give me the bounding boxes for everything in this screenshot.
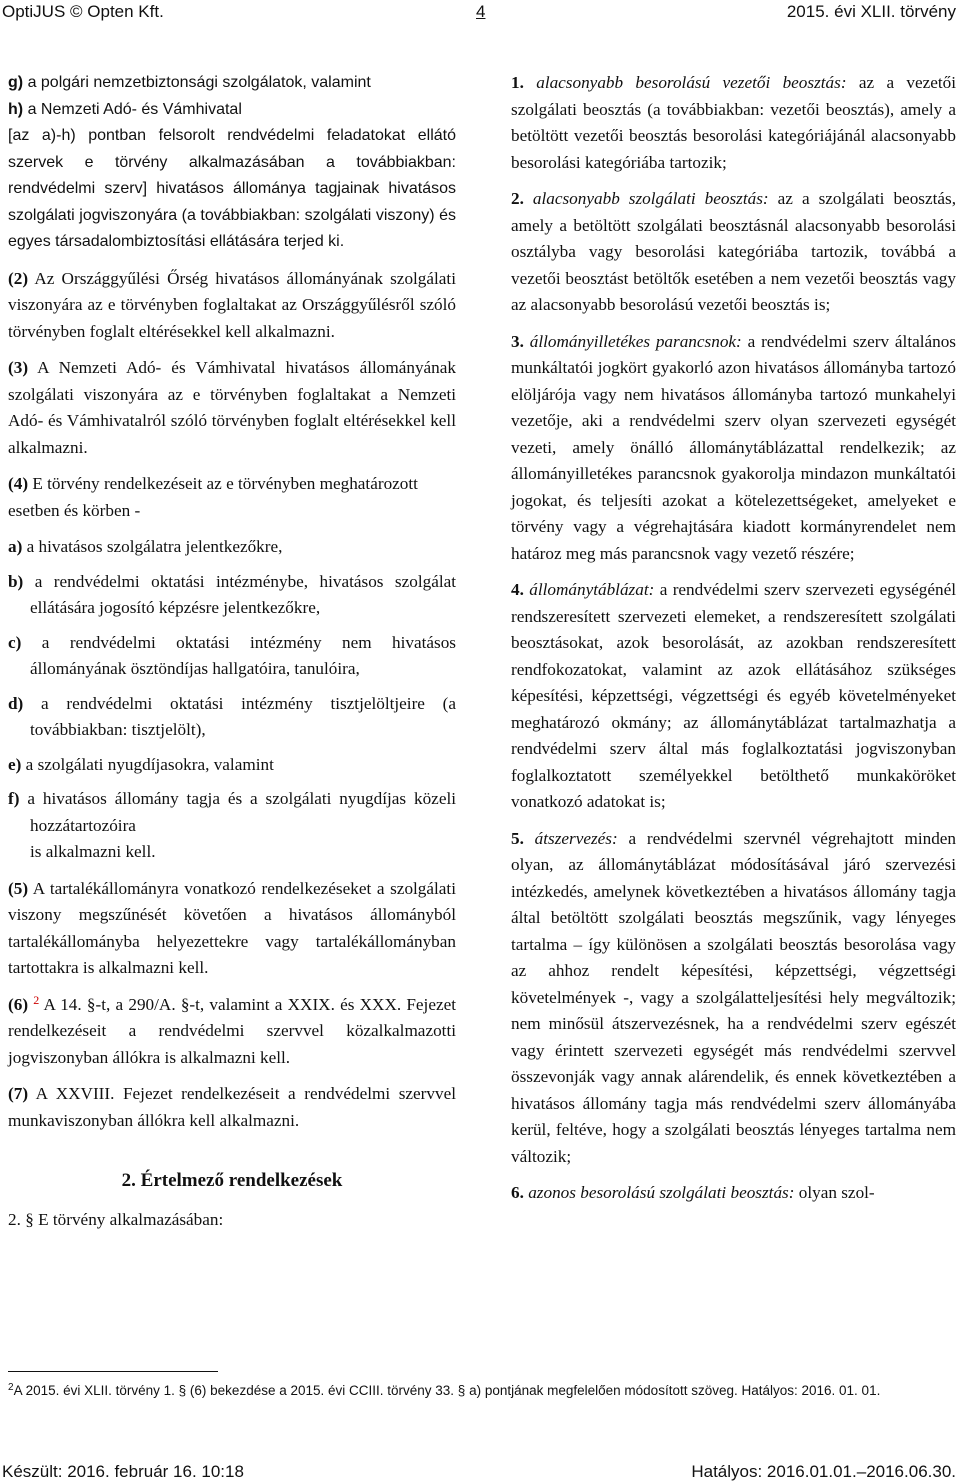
effective-period: Hatályos: 2016.01.01.–2016.06.30.	[691, 1462, 956, 1481]
page-number: 4	[476, 2, 486, 21]
law-title: 2015. évi XLII. törvény	[786, 2, 956, 21]
definition-4: 4. állománytáblázat: a rendvédelmi szerv szervezeti egységénél rendszeresített szervezeti elemeket, a rendszeresített szolgálati beosztásokat, azok besorolását, az azokban rendszeresített rendfokozatokat, valamint az azok ellátásához szükséges képesítési, képzettségi, végzettségi és egyéb követelményeket meghatározó okmány; az állománytáblázat tartalmazhatja a rendvédelmi szerv által más foglalkoztatási jogviszonyban foglalkoztatott személyekkel betölthető munkaköröket vonatkozó adatokat is;	[511, 580, 956, 811]
list-item-g: g) a polgári nemzetbiztonsági szolgálatok, valamint	[8, 74, 371, 91]
paragraph-5: (5) A tartalékállományra vonatkozó rendelkezéseket a szolgálati viszony megszűnését követően a hivatásos állományból tartalékállományba helyezettekre vagy tartalékállományban tartottakra is alkalmazni kell.	[8, 878, 456, 977]
list-item-e: e) a szolgálati nyugdíjasokra, valamint	[8, 754, 274, 774]
paragraph-3: (3) A Nemzeti Adó- és Vámhivatal hivatásos állományának szolgálati viszonyára az e törvényben foglaltakat a Nemzeti Adó- és Vámhivatalról szóló törvényben foglalt eltérésekkel kell alkalmazni.	[8, 358, 456, 457]
paragraph-2: (2) Az Országgyűlési Őrség hivatásos állományának szolgálati viszonyára az e törvényben foglaltakat az Országgyűlésről szóló törvényben foglalt eltérésekkel kell alkalmazni.	[8, 268, 456, 341]
paragraph-4: (4) E törvény rendelkezéseit az e törvényben meghatározott esetben és körben -	[8, 474, 418, 520]
definition-3: 3. állományilletékes parancsnok: a rendvédelmi szerv általános munkáltatói jogkört gyakorló azon hivatásos állományba tartozó elöljárója vagy nem hivatásos állományba tartozó munkahelyi vezetője, aki a rendvédelmi szerv olyan szervezeti egységét vezeti, amely önálló állománytáblázattal rendelkezik; az állományilletékes parancsnok gyakorolja mindazon munkáltatói jogokat, és teljesíti azokat a kötelezettségeket, amelyeket e törvény vagy a végrehajtására kiadott kormányrendelet nem határoz meg más parancsnok vagy vezető részére;	[511, 331, 957, 563]
definition-6: 6. azonos besorolású szolgálati beosztás: olyan szol-	[511, 1183, 875, 1202]
footnote	[8, 1380, 956, 1401]
publisher-label: OptiJUS © Opten Kft.	[2, 2, 164, 21]
section-title: 2. Értelmező rendelkezések	[121, 1170, 343, 1191]
definition-2: 2. alacsonyabb szolgálati beosztás: az a szolgálati beosztás, amely a betöltött szolgálati beosztásnál alacsonyabb besorolási osztályba vagy besorolási kategóriába tartozik, továbbá a vezetői beosztást betöltők esetében a nem vezetői beosztás vagy az alacsonyabb besorolású vezetői beosztás is;	[511, 189, 956, 314]
page-header	[0, 0, 960, 24]
scope-continuation: [az a)-h) pontban felsorolt rendvédelmi feladatokat ellátó szervek e törvény alkalmazásában a továbbiakban: rendvédelmi szerv] hivatásos állománya tagjainak hivatásos szolgálati jogviszonyára (a továbbiakban: szolgálati viszony) és egyes társadalombiztosítási ellátására terjed ki.	[8, 127, 456, 250]
right-column	[511, 70, 956, 1217]
list-item-a: a) a hivatásos szolgálatra jelentkezőkre,	[8, 537, 283, 556]
section-2-intro: 2. § E törvény alkalmazásában:	[8, 1209, 224, 1229]
left-column	[8, 70, 456, 1243]
footnote-ref[interactable]: 2	[33, 992, 40, 1007]
list-item-d: d) a rendvédelmi oktatási intézmény tisztjelöltjeire (a továbbiakban: tisztjelölt),	[8, 693, 456, 739]
footnote-number: 2	[8, 1382, 14, 1393]
page-footer	[0, 1460, 960, 1484]
paragraph-6: (6) $^2$ A 14. §-t, a 290/A. §-t, valamint a XXIX. és XXX. Fejezet rendelkezéseit a rendvédelmi szervvel közalkalmazotti jogviszonyban állókra is alkalmazni kell.	[8, 992, 456, 1067]
list-item-c: c) a rendvédelmi oktatási intézmény nem hivatásos állományának ösztöndíjas hallgatóira, tanulóira,	[8, 632, 457, 678]
list-closing: is alkalmazni kell.	[30, 842, 156, 861]
definition-1: 1. alacsonyabb besorolású vezetői beosztás: az a vezetői szolgálati beosztás (a továbbiakban: vezetői beosztás), amely a betöltött vezetői beosztás besorolási kategóriájánál alacsonyabb besorolási kategóriába tartozik;	[511, 73, 957, 172]
list-item-b: b) a rendvédelmi oktatási intézménybe, hivatásos szolgálat ellátására jogosító képzésre jelentkezőkre,	[8, 571, 457, 617]
generated-date: Készült: 2016. február 16. 10:18	[2, 1462, 244, 1481]
list-item-f: f) a hivatásos állomány tagja és a szolgálati nyugdíjas közeli hozzátartozóira	[8, 789, 456, 835]
footnote-text: A 2015. évi XLII. törvény 1. § (6) bekezdése a 2015. évi CCIII. törvény 33. § a) pontjának megfelelően módosított szöveg. Hatályos: 2016. 01. 01.	[13, 1383, 881, 1398]
footnote-divider	[8, 1371, 218, 1372]
scope-list	[8, 70, 456, 256]
paragraph-7: (7) A XXVIII. Fejezet rendelkezéseit a rendvédelmi szervvel munkaviszonyban állókra kell alkalmazni.	[8, 1084, 456, 1130]
paragraph-4-list	[8, 534, 456, 866]
list-item-h: h) a Nemzeti Adó- és Vámhivatal	[8, 100, 242, 118]
definition-5: 5. átszervezés: a rendvédelmi szervnél végrehajtott minden olyan, az állománytáblázat módosításával járó szervezési intézkedés, amelynek következtében a hivatásos állomány tagja által betöltött szolgálati beosztás megszűnik, vagy lényeges tartalma – így különösen a szolgálati beosztás besorolása vagy az ahhoz rendelt képesítési, képzettségi, végzettségi követelmények -, vagy a szolgálatteljesítési hely megváltozik; nem minősül átszervezésnek, ha a rendvédelmi szerv egészét vagy érintett szervezeti egységét más rendvédelmi szervvel összevonják vagy annak alárendelik, és ennek következtében a hivatásos állomány tagja más rendvédelmi szerv állományába kerül, feltéve, hogy a szolgálati beosztás lényeges tartalma nem változik;	[511, 828, 957, 1166]
